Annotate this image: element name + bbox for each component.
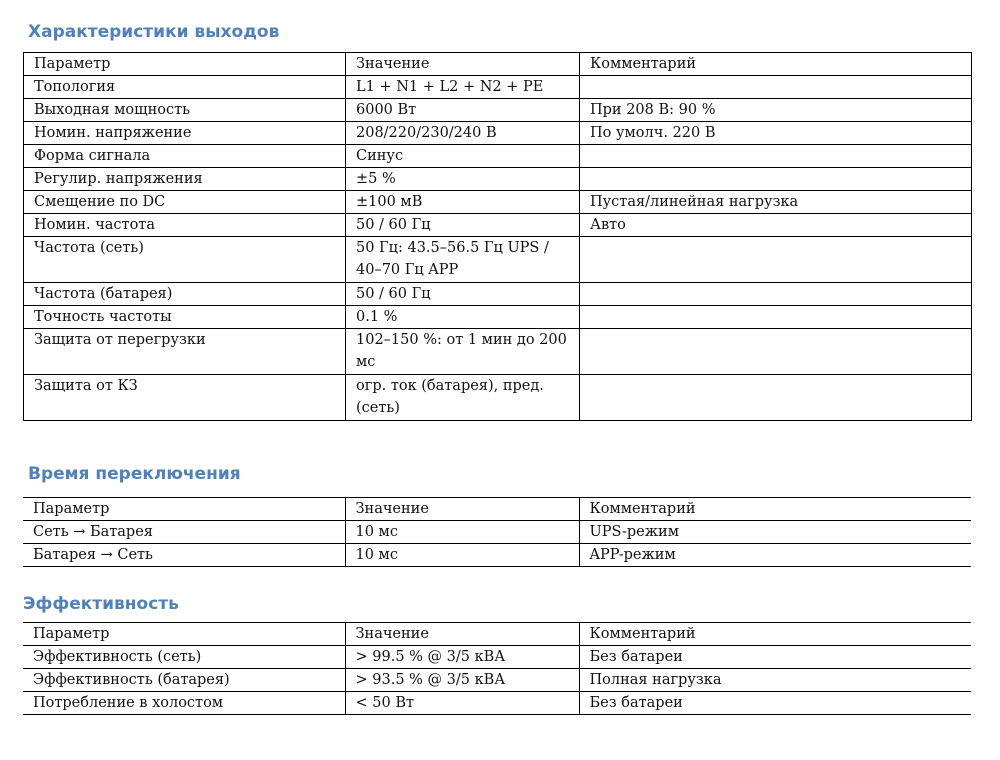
cell-comment [580, 329, 972, 375]
cell-parameter: Защита от перегрузки [24, 329, 346, 375]
cell-comment [580, 168, 972, 191]
cell-value: 102–150 %: от 1 мин до 200 мс [346, 329, 580, 375]
table-row [24, 283, 972, 306]
table-row [24, 375, 972, 421]
cell-comment [580, 283, 972, 306]
spec-table-transfer [23, 497, 971, 567]
header-cell-value: Значение [345, 623, 579, 646]
table-row [24, 237, 972, 283]
table-header-row [23, 623, 971, 646]
cell-parameter: Номин. напряжение [24, 122, 346, 145]
cell-parameter: Смещение по DC [24, 191, 346, 214]
header-cell-value: Значение [345, 498, 579, 521]
cell-parameter: Точность частоты [24, 306, 346, 329]
cell-parameter: Сеть → Батарея [23, 521, 345, 544]
cell-comment: Без батареи [579, 646, 971, 669]
header-cell-comment: Комментарий [580, 53, 972, 76]
cell-parameter: Эффективность (сеть) [23, 646, 345, 669]
cell-comment: По умолч. 220 В [580, 122, 972, 145]
table-row [24, 99, 972, 122]
cell-value: ±100 мВ [346, 191, 580, 214]
cell-value: 50 / 60 Гц [346, 214, 580, 237]
cell-parameter: Выходная мощность [24, 99, 346, 122]
table-row [24, 306, 972, 329]
header-cell-comment: Комментарий [579, 498, 971, 521]
cell-comment: Без батареи [579, 692, 971, 715]
table-row [24, 191, 972, 214]
cell-parameter: Батарея → Сеть [23, 544, 345, 567]
cell-value: 6000 Вт [346, 99, 580, 122]
cell-value: ±5 % [346, 168, 580, 191]
cell-value: < 50 Вт [345, 692, 579, 715]
table-row [23, 521, 971, 544]
table-row [24, 329, 972, 375]
table-row [24, 145, 972, 168]
cell-value: огр. ток (батарея), пред. (сеть) [346, 375, 580, 421]
header-cell-parameter: Параметр [23, 623, 345, 646]
cell-value: 50 Гц: 43.5–56.5 Гц UPS / 40–70 Гц APP [346, 237, 580, 283]
cell-parameter: Частота (сеть) [24, 237, 346, 283]
cell-comment: UPS-режим [579, 521, 971, 544]
cell-comment: Пустая/линейная нагрузка [580, 191, 972, 214]
header-cell-comment: Комментарий [579, 623, 971, 646]
cell-value: 50 / 60 Гц [346, 283, 580, 306]
table-row [24, 122, 972, 145]
cell-comment [580, 306, 972, 329]
table-row [24, 214, 972, 237]
table-row [23, 692, 971, 715]
cell-comment: APP-режим [579, 544, 971, 567]
header-cell-value: Значение [346, 53, 580, 76]
spec-table-output [23, 52, 972, 421]
cell-parameter: Частота (батарея) [24, 283, 346, 306]
table-header-row [23, 498, 971, 521]
cell-parameter: Эффективность (батарея) [23, 669, 345, 692]
cell-value: 208/220/230/240 В [346, 122, 580, 145]
header-cell-parameter: Параметр [24, 53, 346, 76]
cell-comment: При 208 В: 90 % [580, 99, 972, 122]
table-header-row [24, 53, 972, 76]
section-title: Эффективность [23, 594, 179, 614]
cell-value: 0.1 % [346, 306, 580, 329]
spec-table-efficiency [23, 622, 971, 715]
cell-value: > 93.5 % @ 3/5 кВА [345, 669, 579, 692]
section-title: Время переключения [28, 464, 241, 484]
cell-value: L1 + N1 + L2 + N2 + PE [346, 76, 580, 99]
cell-comment [580, 237, 972, 283]
cell-comment: Полная нагрузка [579, 669, 971, 692]
cell-value: 10 мс [345, 544, 579, 567]
table-row [23, 544, 971, 567]
cell-comment [580, 76, 972, 99]
cell-value: 10 мс [345, 521, 579, 544]
cell-parameter: Защита от КЗ [24, 375, 346, 421]
table-row [23, 646, 971, 669]
cell-value: Синус [346, 145, 580, 168]
table-row [24, 76, 972, 99]
cell-value: > 99.5 % @ 3/5 кВА [345, 646, 579, 669]
cell-parameter: Топология [24, 76, 346, 99]
cell-parameter: Регулир. напряжения [24, 168, 346, 191]
section-title: Характеристики выходов [28, 22, 280, 42]
header-cell-parameter: Параметр [23, 498, 345, 521]
cell-parameter: Потребление в холостом [23, 692, 345, 715]
cell-comment [580, 145, 972, 168]
table-row [24, 168, 972, 191]
cell-comment [580, 375, 972, 421]
cell-comment: Авто [580, 214, 972, 237]
cell-parameter: Номин. частота [24, 214, 346, 237]
cell-parameter: Форма сигнала [24, 145, 346, 168]
table-row [23, 669, 971, 692]
